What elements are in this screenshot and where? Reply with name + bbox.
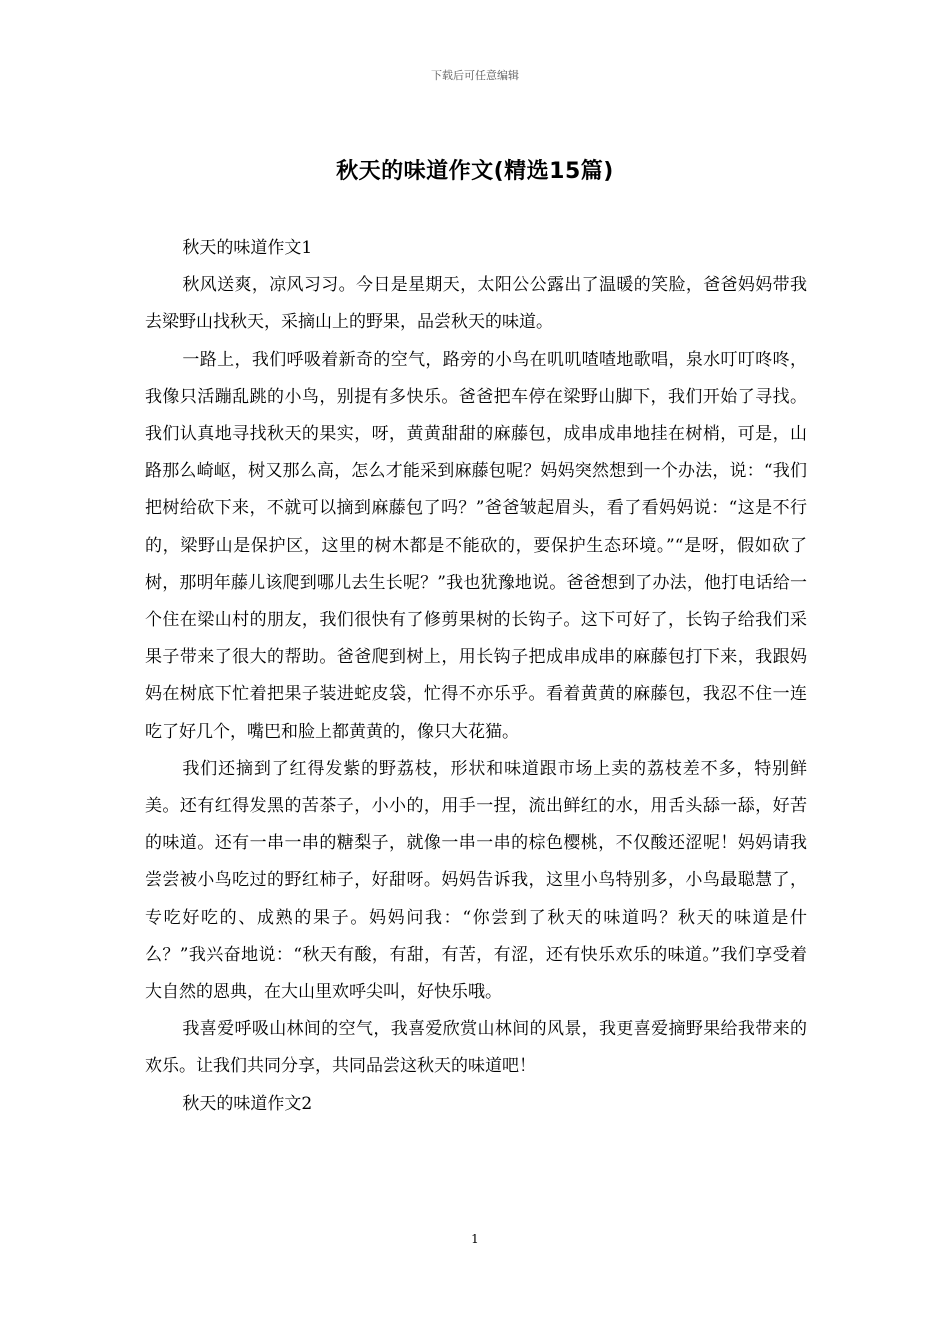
section-heading: 秋天的味道作文1 (182, 238, 313, 258)
paragraph: 一路上，我们呼吸着新奇的空气，路旁的小鸟在叽叽喳喳地歌唱，泉水叮叮咚咚，我像只活蹦乱跳的小鸟，别提有多快乐。爸爸把车停在梁野山脚下，我们开始了寻找。我们认真地寻找秋天的果实，呀，黄黄甜甜的麻藤包，成串成串地挂在树梢，可是，山路那么崎岖，树又那么高，怎么才能采到麻藤包呢？妈妈突然想到一个办法，说：“我们把树给砍下来，不就可以摘到麻藤包了吗？”爸爸皱起眉头，看了看妈妈说：“这是不行的，梁野山是保护区，这里的树木都是不能砍的，要保护生态环境。”“是呀，假如砍了树，那明年藤儿该爬到哪儿去生长呢？”我也犹豫地说。爸爸想到了办法，他打电话给一个住在梁山村的朋友，我们很快有了修剪果树的长钩子。这下可好了，长钩子给我们采果子带来了很大的帮助。爸爸爬到树上，用长钩子把成串成串的麻藤包打下来，我跟妈妈在树底下忙着把果子装进蛇皮袋，忙得不亦乐乎。看着黄黄的麻藤包，我忍不住一连吃了好几个，嘴巴和脸上都黄黄的，像只大花猫。 (145, 349, 807, 742)
paragraph: 我喜爱呼吸山林间的空气，我喜爱欣赏山林间的风景，我更喜爱摘野果给我带来的欢乐。让我们共同分享，共同品尝这秋天的味道吧！ (145, 1019, 807, 1077)
document-body (145, 230, 807, 1123)
document-title: 秋天的味道作文(精选15篇) (336, 159, 614, 184)
page-number: 1 (471, 1232, 479, 1246)
section-heading: 秋天的味道作文2 (182, 1093, 313, 1114)
paragraph: 秋风送爽，凉风习习。今日是星期天，太阳公公露出了温暖的笑脸，爸爸妈妈带我去梁野山找秋天，采摘山上的野果，品尝秋天的味道。 (145, 275, 807, 333)
paragraph: 我们还摘到了红得发紫的野荔枝，形状和味道跟市场上卖的荔枝差不多，特别鲜美。还有红得发黑的苦茶子，小小的，用手一捏，流出鲜红的水，用舌头舔一舔，好苦的味道。还有一串一串的糖梨子，就像一串一串的棕色樱桃，不仅酸还涩呢！妈妈请我尝尝被小鸟吃过的野红柿子，好甜呀。妈妈告诉我，这里小鸟特别多，小鸟最聪慧了，专吃好吃的、成熟的果子。妈妈问我：“你尝到了秋天的味道吗？秋天的味道是什么？”我兴奋地说：“秋天有酸，有甜，有苦，有涩，还有快乐欢乐的味道。”我们享受着大自然的恩典，在大山里欢呼尖叫，好快乐哦。 (145, 758, 807, 1003)
header-note: 下载后可任意编辑 (431, 69, 519, 82)
